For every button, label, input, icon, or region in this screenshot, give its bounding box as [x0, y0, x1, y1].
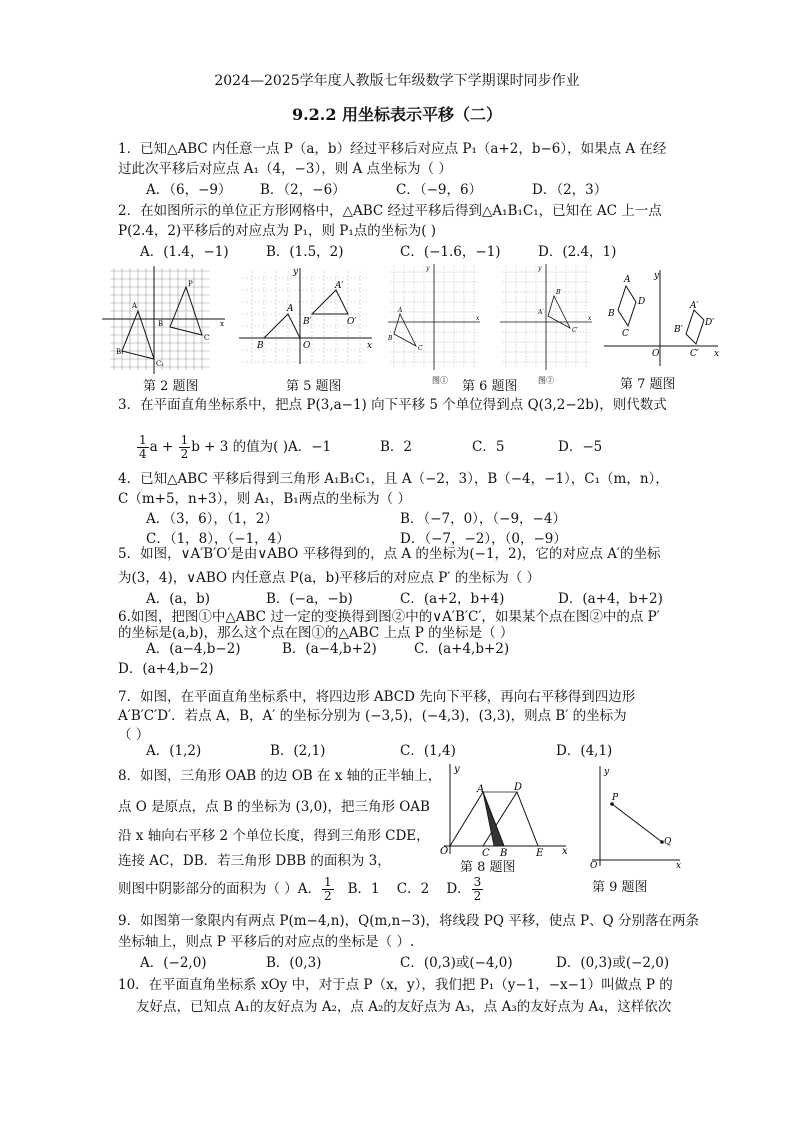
fig7-axis-y: y	[654, 271, 660, 281]
q4-line1: 4．已知△ABC 平移后得到三角形 A₁B₁C₁，且 A（−2，3），B（−4，−1），C₁（m，n），	[118, 471, 669, 487]
fig6a-label-a: A	[398, 307, 403, 314]
q10-line2: 友好点，已知点 A₁的友好点为 A₂，点 A₂的友好点为 A₃，点 A₃的友好点为 A₄，这样依次	[136, 999, 672, 1015]
fig6a-axis-x: x	[476, 315, 480, 322]
fig8-label-a: A	[477, 784, 485, 795]
fig2-label-b: B	[158, 320, 164, 328]
q3-option-d: D．−5	[558, 439, 603, 455]
q8-option-b: B．1	[347, 881, 380, 897]
q8-line2: 点 O 是原点，点 B 的坐标为 (3,0)，把三角形 OAB	[118, 799, 430, 815]
q3-fraction-2: $\frac{1}{2}$	[180, 433, 189, 461]
q6-option-a: A．(a−4,b−2)	[146, 641, 241, 657]
q3-option-b: B．2	[380, 439, 413, 455]
q1-option-c: C．（−9，6）	[396, 182, 483, 198]
q3-expression-tail: b + 3 的值为( )A．−1	[191, 439, 332, 455]
figure-q2	[100, 266, 230, 376]
caption-fig6a: 图①	[432, 376, 448, 385]
q5-line1: 5．如图，∨A′B′O′是由∨ABO 平移得到的，点 A 的坐标为(−1，2)，它的对应点 A′的坐标	[118, 546, 661, 562]
q1-option-a: A．（6，−9）	[146, 182, 232, 198]
fig2-label-b1: B₁	[116, 348, 124, 356]
fig8-label-e: E	[536, 848, 544, 859]
q2-line2: P(2.4，2)平移后的对应点为 P₁，则 P₁点的坐标为( )	[118, 223, 437, 239]
fig8-label-d: D	[514, 782, 523, 793]
q3-line2	[136, 430, 331, 466]
q8-line4: 连接 AC，DB．若三角形 DBB 的面积为 3，	[118, 853, 391, 869]
q8-option-a-fraction: $\frac{1}{2}$	[324, 875, 332, 903]
q1-option-d: D．（2，3）	[532, 182, 608, 198]
fig7-label-ap: A′	[690, 301, 699, 311]
q8-line1: 8．如图，三角形 OAB 的边 OB 在 x 轴的正半轴上，	[118, 768, 442, 784]
q2-line1: 2．在如图所示的单位正方形网格中，△ABC 经过平移后得到△A₁B₁C₁，已知在 AC 上一点	[118, 203, 662, 219]
q7-option-c: C．(1,4)	[400, 743, 456, 759]
q9-option-d: D．(0,3)或(−2,0)	[556, 955, 670, 971]
q1-line1: 1．已知△ABC 内任意一点 P（a，b）经过平移后对应点 P₁（a+2，b−6），如果点 A 在经	[118, 141, 667, 157]
q7-line2: A′B′C′D′．若点 A，B，A′ 的坐标分别为 (−3,5)，(−4,3)，(3,3)，则点 B′ 的坐标为	[118, 708, 627, 724]
q9-line2: 坐标轴上，则点 P 平移后的对应点的坐标是（ ）.	[118, 934, 415, 950]
fig7-label-b: B	[608, 309, 615, 319]
q6-line2: 的坐标是(a,b)，那么这个点在图①的△ABC 上点 P 的坐标是（ ）	[118, 625, 514, 641]
fig7-label-d: D	[638, 297, 646, 307]
figure-q8	[436, 762, 572, 858]
q3-option-c: C．5	[472, 439, 505, 455]
figure-q6-1	[386, 262, 482, 374]
fig8-label-c: C	[482, 848, 490, 859]
fig9-axis-y: y	[604, 767, 610, 777]
fig7-label-cp: C′	[690, 349, 699, 359]
fig9-label-p: P	[612, 793, 619, 803]
figure-q9	[586, 764, 686, 871]
caption-fig5: 第 5 题图	[286, 379, 342, 394]
q6-option-b: B．(a−4,b+2)	[282, 641, 377, 657]
q4-option-d: D．（−7，−2），（0，−9）	[400, 531, 567, 547]
fig2-label-a: A	[132, 302, 138, 310]
q8-question-tail: 则图中阴影部分的面积为（ ）A．	[118, 881, 322, 897]
fig2-axis-x: x	[220, 320, 224, 328]
q8-option-c: C．2	[396, 881, 430, 897]
fig9-label-q: Q	[664, 837, 672, 847]
fig2-label-p: P	[188, 280, 193, 288]
figure-q5	[237, 266, 377, 366]
q7-line1: 7．如图，在平面直角坐标系中，将四边形 ABCD 先向下平移，再向右平移得到四边形	[118, 689, 636, 705]
fig2-label-c1: C₁	[156, 360, 165, 368]
q4-line2: C（m+5，n+3），则 A₁，B₁两点的坐标为（ ）	[118, 491, 411, 507]
fig6a-label-c: C	[418, 345, 423, 352]
caption-fig6b: 图②	[538, 376, 554, 385]
fig5-label-b: B	[257, 341, 264, 351]
q4-option-c: C．（1，8），（−1，4）	[146, 531, 290, 547]
q9-option-a: A．(−2,0)	[140, 955, 207, 971]
q9-option-b: B．(0,3)	[266, 955, 322, 971]
q7-option-b: B．(2,1)	[270, 743, 326, 759]
q5-option-c: C．(a+2，b+4)	[400, 591, 505, 607]
figure-q7	[604, 268, 724, 368]
fig5-label-a: A	[287, 304, 294, 314]
q3-line1: 3．在平面直角坐标系中，把点 P(3,a−1) 向下平移 5 个单位得到点 Q(3,2−2b)，则代数式	[118, 397, 667, 413]
caption-fig6: 第 6 题图	[462, 379, 518, 394]
fig6b-label-bp: B′	[556, 289, 562, 296]
fig5-label-ap: A′	[335, 281, 344, 291]
q7-option-d: D．(4,1)	[556, 743, 613, 759]
caption-fig9: 第 9 题图	[592, 880, 648, 895]
q2-option-d: D．(2.4，1)	[538, 244, 617, 260]
q7-line3: （ ）	[118, 727, 150, 743]
q8-line3: 沿 x 轴向右平移 2 个单位长度，得到三角形 CDE，	[118, 828, 430, 844]
q2-option-a: A．(1.4，−1)	[140, 244, 229, 260]
fig8-axis-x: x	[562, 846, 568, 857]
q6-line1: 6.如图，把图①中△ABC 过一定的变换得到图②中的∨A′B′C′，如果某个点在图②中的点 P′	[118, 609, 660, 625]
q9-line1: 9．如图第一象限内有两点 P(m−4,n)，Q(m,n−3)，将线段 PQ 平移，使点 P、Q 分别落在两条	[118, 913, 699, 929]
page-title: 9.2.2 用坐标表示平移（二）	[291, 105, 503, 124]
caption-fig7: 第 7 题图	[620, 377, 676, 392]
q8-option-d-fraction: $\frac{3}{2}$	[473, 875, 482, 903]
q8-line5	[118, 872, 484, 906]
q5-option-b: B．(−a，−b)	[266, 591, 353, 607]
fig9-axis-x: x	[676, 861, 682, 871]
q4-option-a: A．（3，6），（1，2）	[146, 511, 278, 527]
page-header: 2024—2025学年度人教版七年级数学下学期课时同步作业	[214, 73, 580, 89]
q1-option-b: B．（2，−6）	[260, 182, 346, 198]
figure-q6-2	[498, 262, 594, 374]
q9-option-c: C．(0,3)或(−4,0)	[400, 955, 513, 971]
fig8-axis-y: y	[454, 764, 460, 775]
fig5-axis-x: x	[367, 341, 373, 351]
q3-fraction-1: $\frac{1}{4}$	[139, 433, 147, 461]
q5-option-d: D．(a+4，b+2)	[558, 591, 663, 607]
q2-option-c: C．(−1.6，−1)	[400, 244, 501, 260]
fig7-label-a: A	[624, 275, 631, 285]
fig8-label-o: O	[440, 846, 449, 857]
fig7-label-dp: D′	[705, 318, 715, 328]
caption-fig8: 第 8 题图	[460, 860, 516, 875]
fig7-label-o: O	[652, 349, 660, 359]
fig6b-axis-y: y	[538, 265, 542, 272]
fig5-label-op: O′	[347, 317, 357, 327]
caption-fig2: 第 2 题图	[143, 379, 199, 394]
fig5-label-bp: B′	[303, 317, 312, 327]
fig5-label-o: O	[303, 341, 311, 351]
q6-option-d: D．(a+4,b−2)	[118, 661, 214, 677]
q5-option-a: A．(a，b)	[146, 591, 210, 607]
q5-line2: 为(3，4)，∨ABO 内任意点 P(a，b)平移后的对应点 P′ 的坐标为（ ）	[118, 570, 540, 586]
fig6a-label-b: B	[388, 335, 393, 342]
fig6b-axis-x: x	[588, 315, 592, 322]
fig2-label-c: C	[204, 334, 210, 342]
fig7-axis-x: x	[714, 349, 720, 359]
q3-a-term: a +	[149, 439, 174, 455]
fig6a-axis-y: y	[426, 265, 430, 272]
fig5-axis-y: y	[293, 267, 299, 277]
q7-option-a: A．(1,2)	[146, 743, 202, 759]
q2-option-b: B．(1.5，2)	[266, 244, 344, 260]
fig9-label-o: O	[590, 861, 598, 871]
fig6b-label-ap: A′	[538, 309, 544, 316]
fig8-label-b: B	[500, 848, 508, 859]
q4-option-b: B．（−7，0），（−9，−4）	[400, 511, 566, 527]
q10-line1: 10．在平面直角坐标系 xOy 中，对于点 P（x，y），我们把 P₁（y−1，−x−1）叫做点 P 的	[118, 977, 673, 993]
q8-option-d: D．	[446, 881, 471, 897]
q1-line2: 过此次平移后对应点 A₁（4，−3），则 A 点坐标为（ ）	[118, 161, 452, 177]
fig6b-label-cp: C′	[572, 327, 578, 334]
q6-option-c: C．(a+4,b+2)	[414, 641, 510, 657]
fig7-label-bp: B′	[674, 325, 683, 335]
fig7-label-c: C	[622, 329, 629, 339]
